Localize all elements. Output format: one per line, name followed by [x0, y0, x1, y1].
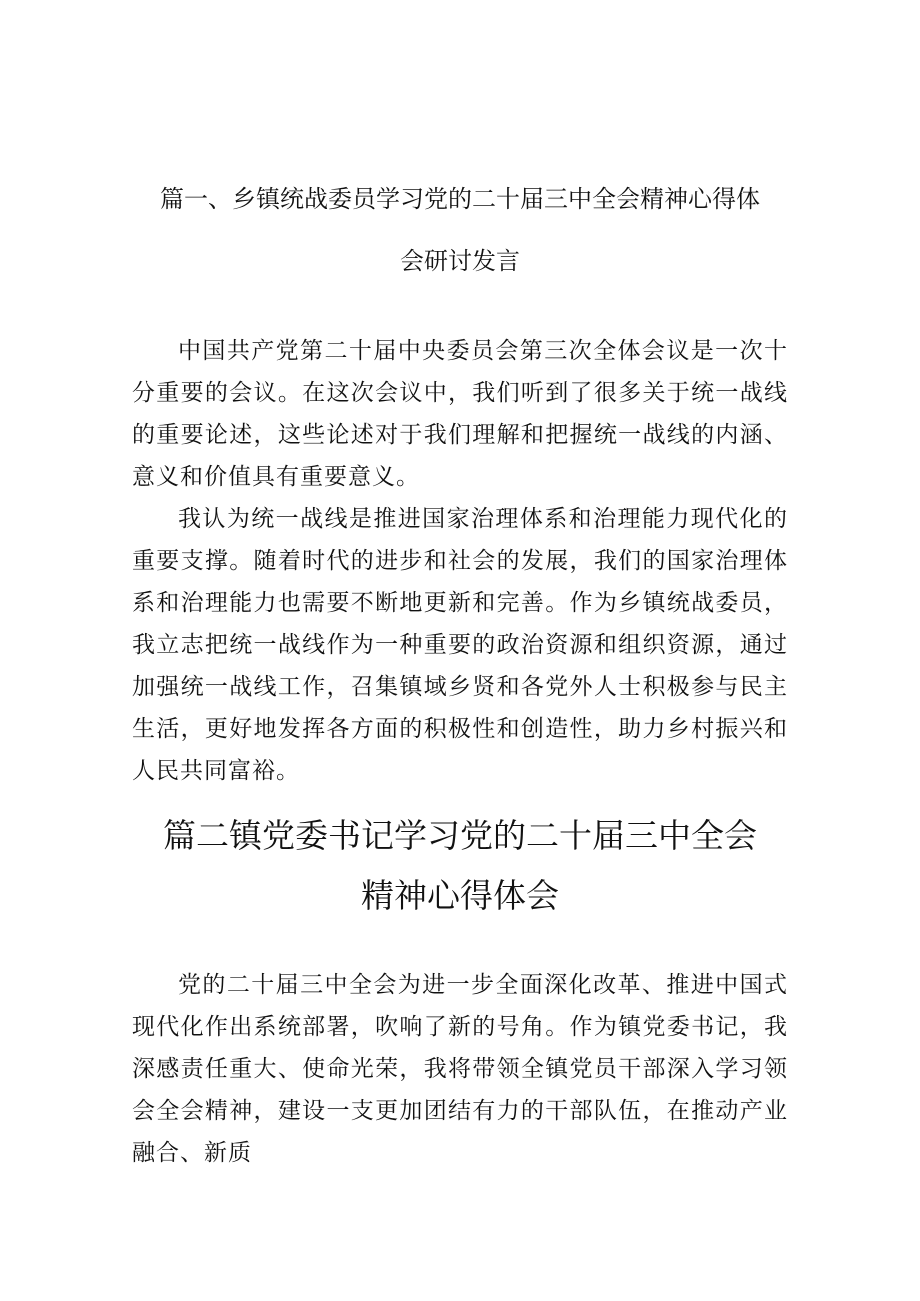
article1-body [132, 330, 788, 792]
article2-title [132, 806, 788, 926]
article1-paragraph-2: 我认为统一战线是推进国家治理体系和治理能力现代化的重要支撑。随着时代的进步和社会的发展，我们的国家治理体系和治理能力也需要不断地更新和完善。作为乡镇统战委员，我立志把统一战线作为一种重要的政治资源和组织资源，通过加强统一战线工作，召集镇域乡贤和各党外人士积极参与民主生活，更好地发挥各方面的积极性和创造性，助力乡村振兴和人民共同富裕。 [132, 506, 788, 784]
article1-title-line1: 篇一、乡镇统战委员学习党的二十届三中全会精神心得体 [160, 185, 760, 213]
article2-body [132, 964, 788, 1174]
article2-title-line2: 精神心得体会 [361, 876, 559, 915]
article1-title [132, 168, 788, 292]
article1-paragraph-1: 中国共产党第二十届中央委员会第三次全体会议是一次十分重要的会议。在这次会议中，我们听到了很多关于统一战线的重要论述，这些论述对于我们理解和把握统一战线的内涵、意义和价值具有重要意义。 [132, 338, 788, 490]
article2-title-line1: 篇二镇党委书记学习党的二十届三中全会 [163, 816, 757, 855]
article1-title-line2: 会研讨发言 [400, 247, 520, 275]
article2-paragraph-1: 党的二十届三中全会为进一步全面深化改革、推进中国式现代化作出系统部署，吹响了新的号角。作为镇党委书记，我深感责任重大、使命光荣，我将带领全镇党员干部深入学习领会全会精神，建设一支更加团结有力的干部队伍，在推动产业融合、新质 [132, 972, 788, 1166]
